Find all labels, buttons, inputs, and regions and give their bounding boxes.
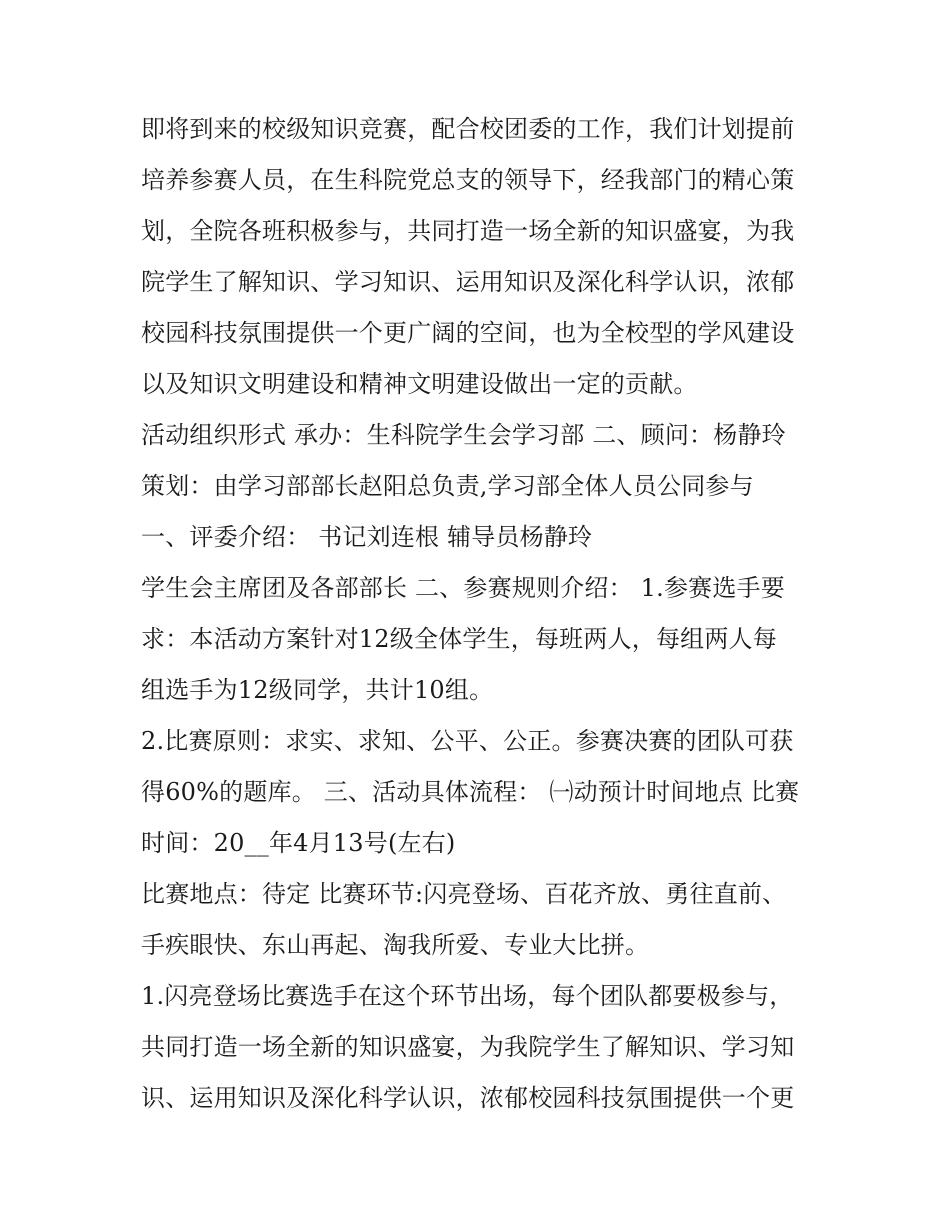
text-line: 求：本活动方案针对12级全体学生，每班两人，每组两人每	[141, 625, 777, 653]
text-line: 学生会主席团及各部部长 二、参赛规则介绍： 1.参赛选手要	[141, 574, 785, 602]
text-line: 培养参赛人员，在生科院党总支的领导下，经我部门的精心策	[141, 166, 795, 194]
text-line: 手疾眼快、东山再起、淘我所爱、专业大比拼。	[141, 931, 650, 959]
text-line: 划，全院各班积极参与，共同打造一场全新的知识盛宴，为我	[141, 217, 795, 245]
text-line: 1.闪亮登场比赛选手在这个环节出场，每个团队都要极参与，	[141, 982, 794, 1010]
text-line: 校园科技氛围提供一个更广阔的空间，也为全校型的学风建设	[141, 319, 795, 347]
text-line: 一、评委介绍： 书记刘连根 辅导员杨静玲	[141, 523, 593, 551]
text-line: 识、运用知识及深化科学认识，浓郁校园科技氛围提供一个更	[141, 1084, 795, 1112]
text-line: 即将到来的校级知识竞赛，配合校团委的工作，我们计划提前	[141, 115, 795, 143]
text-line: 院学生了解知识、学习知识、运用知识及深化科学认识，浓郁	[141, 268, 795, 296]
text-line: 活动组织形式 承办：生科院学生会学习部 二、顾问：杨静玲	[141, 421, 786, 449]
text-line: 比赛地点：待定 比赛环节:闪亮登场、百花齐放、勇往直前、	[141, 880, 787, 908]
text-line: 以及知识文明建设和精神文明建设做出一定的贡献。	[141, 370, 698, 398]
text-line: 得60%的题库。 三、活动具体流程： ㈠动预计时间地点 比赛	[141, 778, 800, 806]
text-line: 2.比赛原则：求实、求知、公平、公正。参赛决赛的团队可获	[141, 727, 794, 755]
text-line: 共同打造一场全新的知识盛宴，为我院学生了解知识、学习知	[141, 1033, 795, 1061]
text-line: 组选手为12级同学，共计10组。	[141, 676, 494, 704]
text-line: 时间：20__年4月13号(左右)	[141, 829, 456, 857]
text-line: 策划：由学习部部长赵阳总负责,学习部全体人员公同参与	[141, 472, 754, 500]
document-body	[141, 104, 821, 1124]
